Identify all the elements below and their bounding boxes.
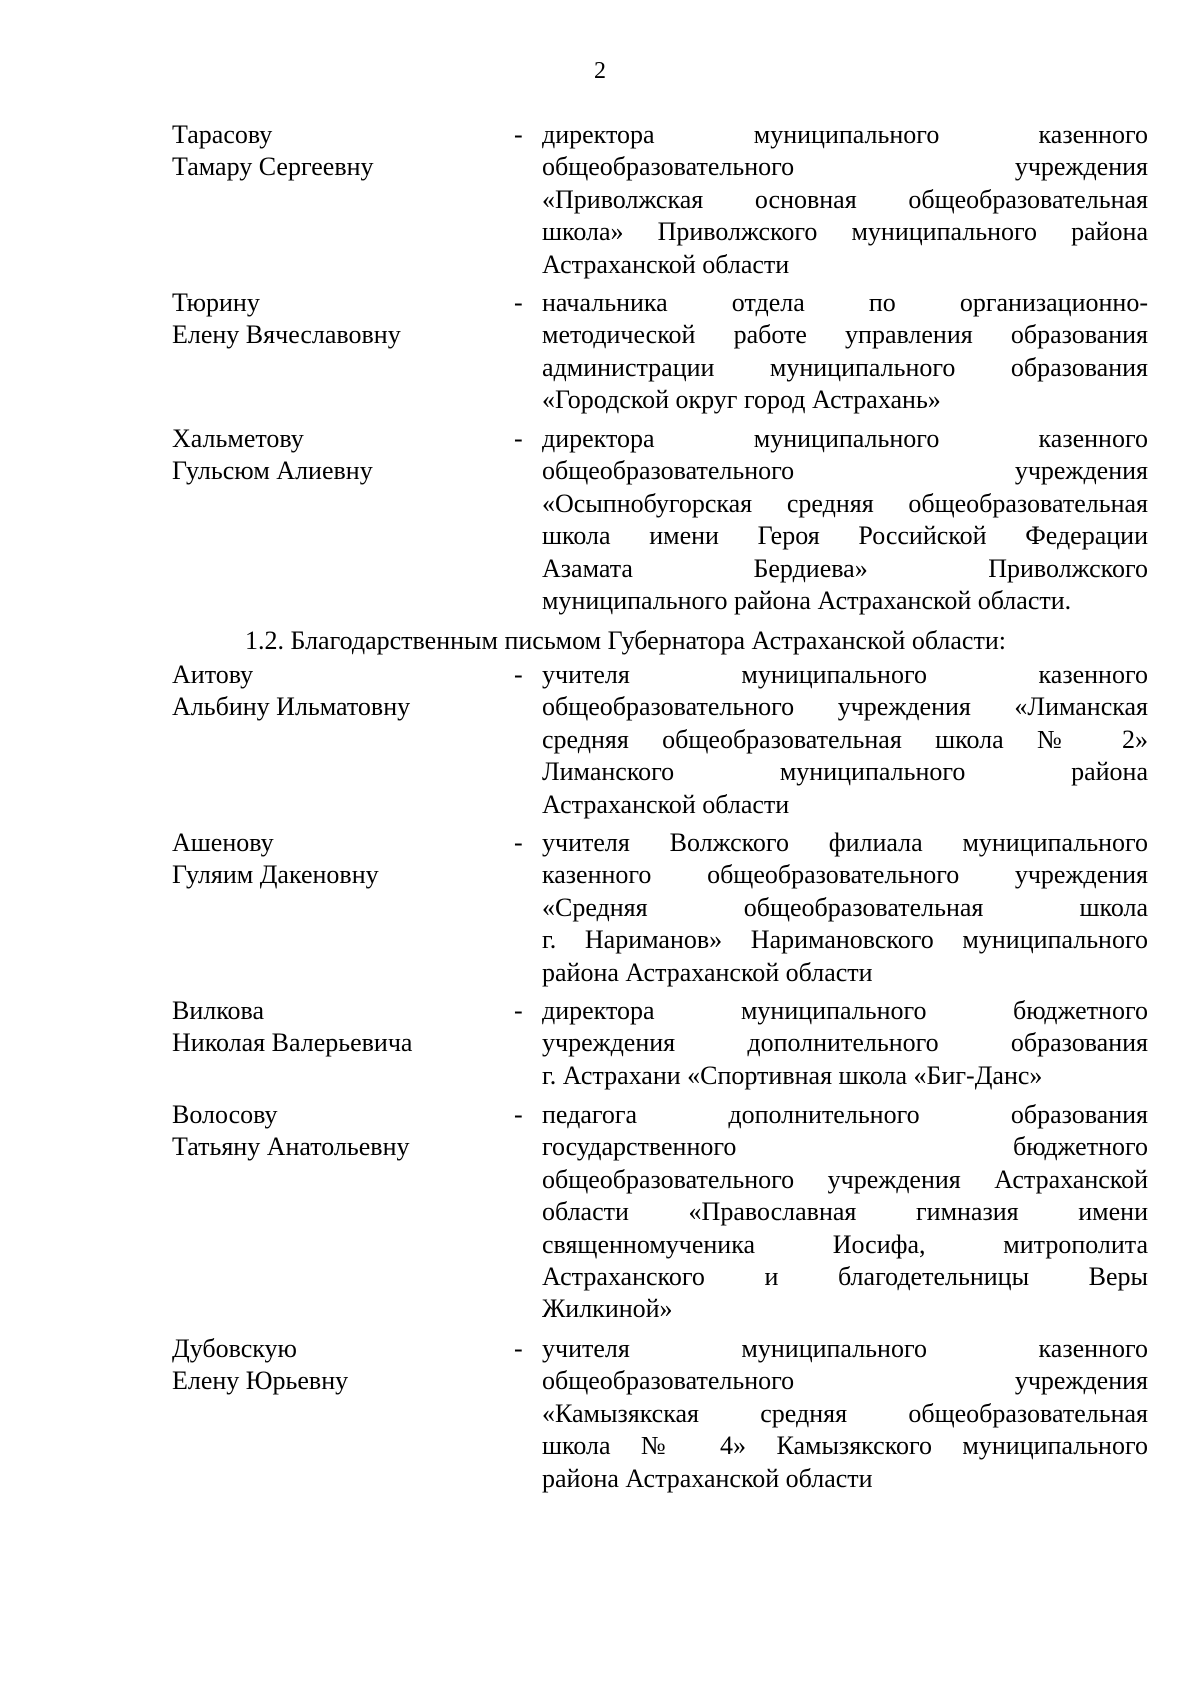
description-line: общеобразовательного учреждения <box>542 456 1148 486</box>
description-line: «Приволжская основная общеобразовательная <box>542 184 1148 214</box>
description-line: учителя муниципального казенного <box>542 660 1148 689</box>
person-description <box>542 119 1148 281</box>
description-line: «Городской округ город Астрахань» <box>542 385 941 415</box>
list-item <box>172 827 1148 987</box>
description-line: муниципального района Астраханской области. <box>542 586 1072 616</box>
description-line: средняя общеобразовательная школа № 2» <box>542 724 1148 754</box>
section-heading: 1.2. Благодарственным письмом Губернатора Астраханской области: <box>245 626 1006 655</box>
person-given-names: Гуляим Дакеновну <box>172 860 379 890</box>
description-line: государственного бюджетного <box>542 1132 1148 1162</box>
description-line: общеобразовательного учреждения <box>542 1366 1148 1396</box>
description-line: казенного общеобразовательного учреждения <box>542 860 1148 890</box>
description-line: школа № 4» Камызякского муниципального <box>542 1431 1148 1461</box>
person-name <box>172 1099 512 1164</box>
dash-separator: - <box>514 828 523 857</box>
description-line: общеобразовательного учреждения Астраханской <box>542 1164 1148 1194</box>
person-given-names: Елену Юрьевну <box>172 1366 349 1396</box>
person-given-names: Елену Вячеславовну <box>172 320 401 350</box>
person-description <box>542 659 1148 821</box>
description-line: г. Нариманов» Наримановского муниципального <box>542 925 1148 955</box>
person-name <box>172 423 512 488</box>
dash-separator: - <box>514 660 523 689</box>
description-line: директора муниципального казенного <box>542 120 1148 149</box>
description-line: г. Астрахани «Спортивная школа «Биг-Данс» <box>542 1060 1043 1090</box>
page-number: 2 <box>594 58 606 84</box>
description-line: учреждения дополнительного образования <box>542 1028 1148 1058</box>
description-line: «Камызякская средняя общеобразовательная <box>542 1398 1148 1428</box>
description-line: методической работе управления образования <box>542 320 1148 350</box>
person-name <box>172 659 512 724</box>
description-line: учителя муниципального казенного <box>542 1334 1148 1363</box>
list-item <box>172 995 1148 1090</box>
person-description <box>542 287 1148 417</box>
dash-separator: - <box>514 120 523 149</box>
dash-separator: - <box>514 1100 523 1129</box>
description-line: учителя Волжского филиала муниципального <box>542 828 1148 857</box>
person-description <box>542 995 1148 1092</box>
description-line: района Астраханской области <box>542 1463 873 1493</box>
person-description <box>542 1333 1148 1495</box>
person-description <box>542 423 1148 617</box>
list-item <box>172 423 1148 616</box>
person-surname: Дубовскую <box>172 1334 297 1363</box>
description-line: «Средняя общеобразовательная школа <box>542 892 1148 922</box>
dash-separator: - <box>514 996 523 1025</box>
list-item <box>172 119 1148 279</box>
person-surname: Хальметову <box>172 424 304 453</box>
description-line: администрации муниципального образования <box>542 352 1148 382</box>
person-description <box>542 827 1148 989</box>
person-name <box>172 995 512 1060</box>
dash-separator: - <box>514 1334 523 1363</box>
description-line: Астраханской области <box>542 249 790 279</box>
list-item <box>172 659 1148 819</box>
description-line: Астраханской области <box>542 789 790 819</box>
person-given-names: Татьяну Анатольевну <box>172 1132 410 1162</box>
person-surname: Вилкова <box>172 996 265 1025</box>
description-line: Лиманского муниципального района <box>542 757 1148 787</box>
person-given-names: Гульсюм Алиевну <box>172 456 373 486</box>
description-line: священномученика Иосифа, митрополита <box>542 1229 1148 1259</box>
description-line: «Осыпнобугорская средняя общеобразовательная <box>542 488 1148 518</box>
person-name <box>172 119 512 184</box>
dash-separator: - <box>514 288 523 317</box>
list-item <box>172 1099 1148 1324</box>
description-line: школа» Приволжского муниципального района <box>542 217 1148 247</box>
description-line: Жилкиной» <box>542 1294 673 1324</box>
description-line: района Астраханской области <box>542 957 873 987</box>
person-description <box>542 1099 1148 1326</box>
person-surname: Тарасову <box>172 120 273 149</box>
person-given-names: Николая Валерьевича <box>172 1028 413 1058</box>
person-name <box>172 287 512 352</box>
description-line: школа имени Героя Российской Федерации <box>542 521 1148 551</box>
description-line: директора муниципального бюджетного <box>542 996 1148 1025</box>
description-line: педагога дополнительного образования <box>542 1100 1148 1129</box>
description-line: общеобразовательного учреждения «Лиманская <box>542 692 1148 722</box>
description-line: директора муниципального казенного <box>542 424 1148 453</box>
person-surname: Волосову <box>172 1100 278 1129</box>
description-line: области «Православная гимназия имени <box>542 1197 1148 1227</box>
person-surname: Ашенову <box>172 828 274 857</box>
description-line: начальника отдела по организационно- <box>542 288 1148 317</box>
dash-separator: - <box>514 424 523 453</box>
person-surname: Аитову <box>172 660 254 689</box>
person-surname: Тюрину <box>172 288 260 317</box>
person-given-names: Тамару Сергеевну <box>172 152 374 182</box>
list-item <box>172 287 1148 415</box>
person-given-names: Альбину Ильматовну <box>172 692 411 722</box>
list-item <box>172 1333 1148 1493</box>
description-line: Азамата Бердиева» Приволжского <box>542 553 1148 583</box>
person-name <box>172 827 512 892</box>
description-line: Астраханского и благодетельницы Веры <box>542 1262 1148 1292</box>
person-name <box>172 1333 512 1398</box>
description-line: общеобразовательного учреждения <box>542 152 1148 182</box>
